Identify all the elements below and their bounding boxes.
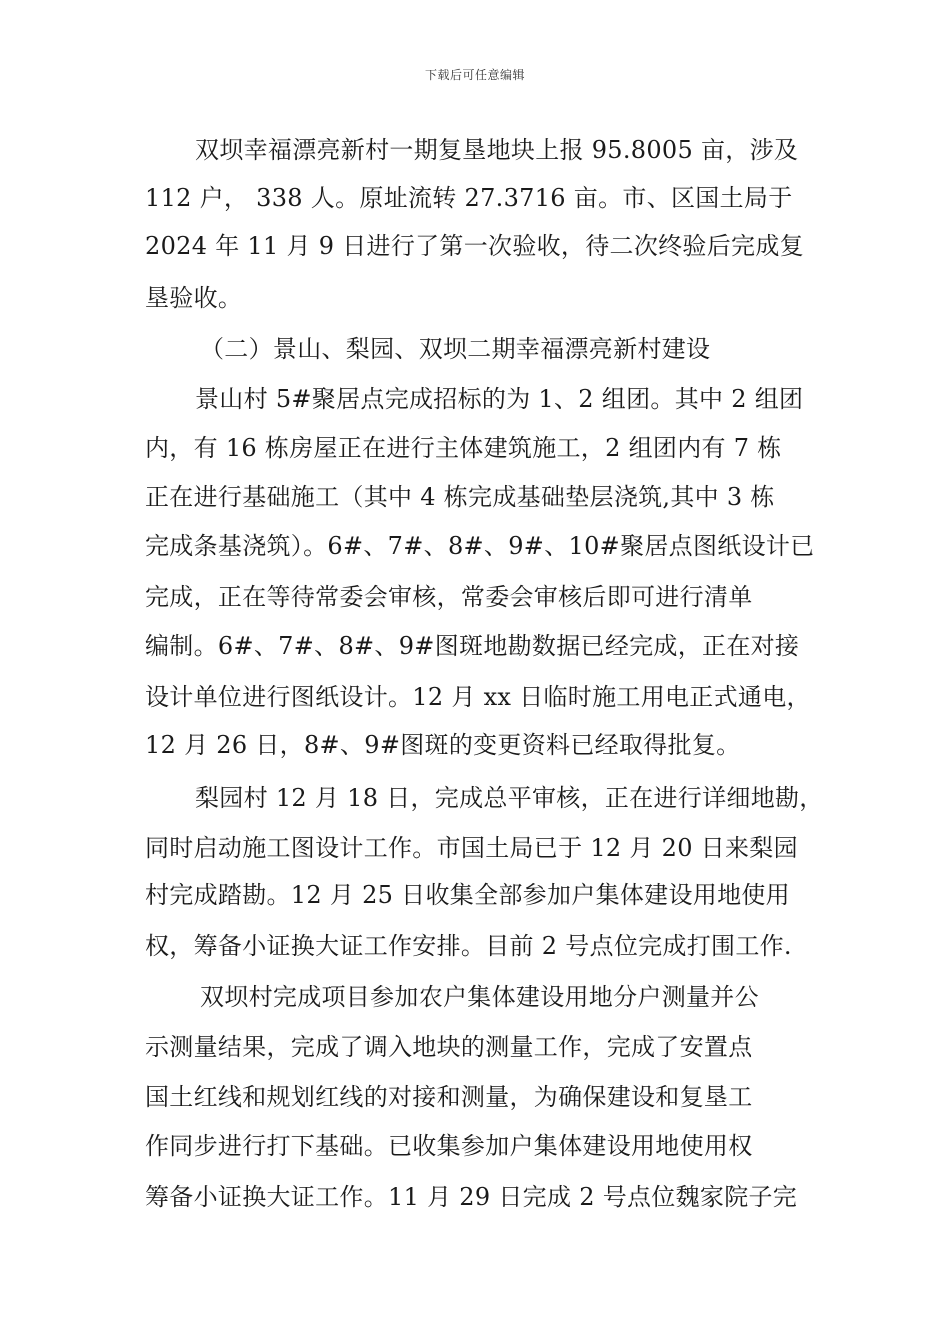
text-line: 编制。6#、7#、8#、9#图斑地勘数据已经完成，正在对接 <box>145 632 800 660</box>
text-line: 12 月 26 日，8#、9#图斑的变更资料已经取得批复。 <box>145 731 741 759</box>
text-line: 同时启动施工图设计工作。市国土局已于 12 月 20 日来梨园 <box>145 834 798 862</box>
text-line: 国土红线和规划红线的对接和测量，为确保建设和复垦工 <box>145 1083 753 1111</box>
text-line: 2024 年 11 月 9 日进行了第一次验收，待二次终验后完成复 <box>145 232 804 260</box>
text-line: 完成条基浇筑）。6#、7#、8#、9#、10#聚居点图纸设计已 <box>145 532 815 560</box>
text-line: 正在进行基础施工（其中 4 栋完成基础垫层浇筑,其中 3 栋 <box>145 483 775 511</box>
text-line: 梨园村 12 月 18 日，完成总平审核，正在进行详细地勘， <box>195 784 824 812</box>
page-header: 下载后可任意编辑 <box>424 68 525 82</box>
text-line: 示测量结果，完成了调入地块的测量工作，完成了安置点 <box>145 1033 753 1061</box>
text-line: 筹备小证换大证工作。11 月 29 日完成 2 号点位魏家院子完 <box>145 1183 798 1211</box>
text-line: 内，有 16 栋房屋正在进行主体建筑施工，2 组团内有 7 栋 <box>145 434 782 462</box>
text-line: 双坝幸福漂亮新村一期复垦地块上报 95.8005 亩，涉及 <box>195 136 799 164</box>
text-line: 村完成踏勘。12 月 25 日收集全部参加户集体建设用地使用 <box>145 881 790 909</box>
text-line: 景山村 5#聚居点完成招标的为 1、2 组团。其中 2 组团 <box>195 385 804 413</box>
text-line: 112 户， 338 人。原址流转 27.3716 亩。市、区国土局于 <box>145 184 793 212</box>
section-heading: （二）景山、梨园、双坝二期幸福漂亮新村建设 <box>200 335 711 363</box>
text-line: 权，筹备小证换大证工作安排。目前 2 号点位完成打围工作. <box>145 932 792 960</box>
text-line: 作同步进行打下基础。已收集参加户集体建设用地使用权 <box>145 1132 753 1160</box>
text-line: 垦验收。 <box>145 284 243 312</box>
text-line: 设计单位进行图纸设计。12 月 xx 日临时施工用电正式通电， <box>145 683 811 711</box>
text-line: 完成，正在等待常委会审核，常委会审核后即可进行清单 <box>145 583 753 611</box>
text-line: 双坝村完成项目参加农户集体建设用地分户测量并公 <box>200 983 759 1011</box>
